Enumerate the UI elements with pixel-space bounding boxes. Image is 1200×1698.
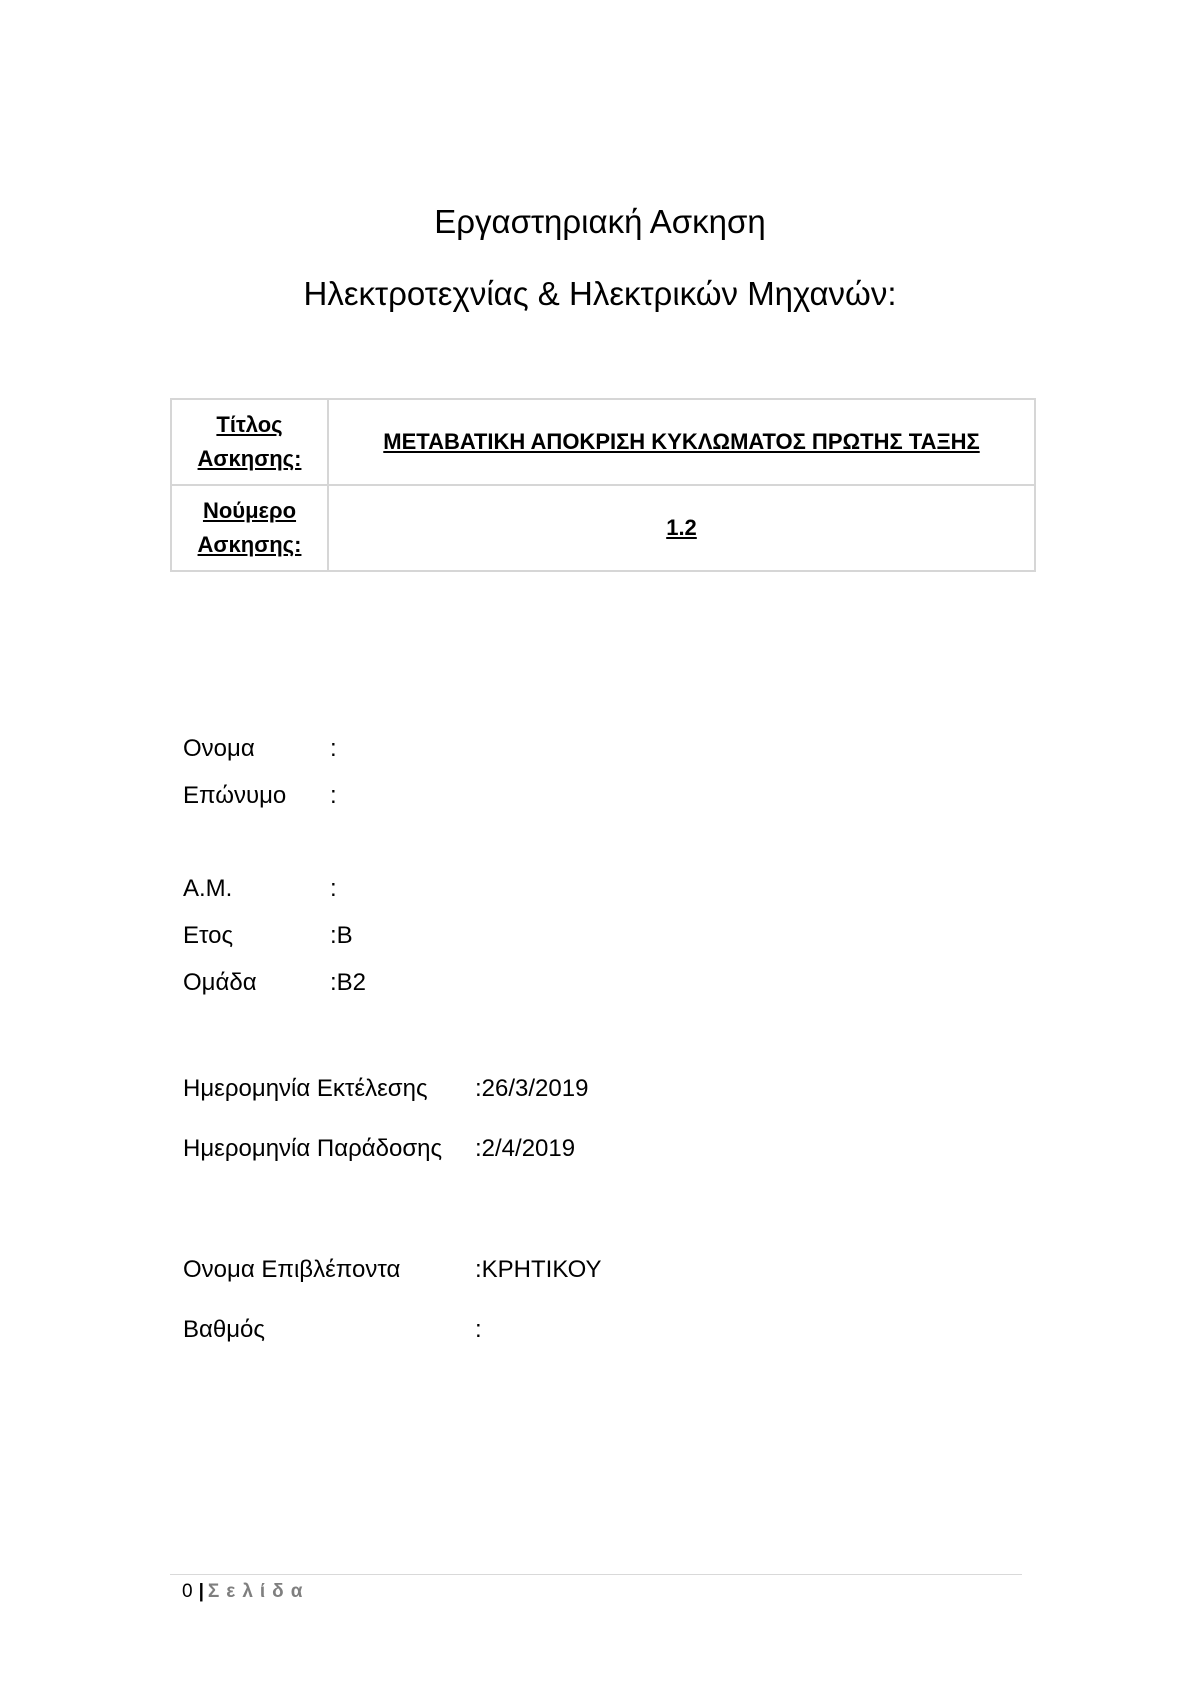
execution-date-label: Ημερομηνία Εκτέλεσης [183, 1075, 428, 1102]
year-label: Ετος [183, 922, 234, 949]
am-label: Α.Μ. [183, 875, 233, 902]
footer-divider [170, 1574, 1022, 1575]
table-row [171, 399, 1035, 485]
exercise-number-value: 1.2 [328, 485, 1035, 571]
exercise-info-table [170, 398, 1036, 572]
name-label: Ονομα [183, 735, 255, 762]
page-footer [182, 1580, 309, 1604]
page-word: Σελίδα [207, 1581, 310, 1602]
surname-value: : [330, 782, 337, 809]
exercise-title-label: Τίτλος Ασκησης: [171, 399, 328, 485]
delivery-date-label: Ημερομηνία Παράδοσης [183, 1135, 443, 1162]
am-value: : [330, 875, 337, 902]
footer-separator: | [198, 1581, 204, 1602]
exercise-title-value: ΜΕΤΑΒΑΤΙΚΗ ΑΠΟΚΡΙΣΗ ΚΥΚΛΩΜΑΤΟΣ ΠΡΩΤΗΣ ΤΑΞΗΣ [328, 399, 1035, 485]
grade-value: : [475, 1316, 482, 1343]
surname-label: Επώνυμο [183, 782, 287, 809]
document-title-line-2: Ηλεκτροτεχνίας & Ηλεκτρικών Μηχανών: [303, 275, 897, 312]
execution-date-value: :26/3/2019 [475, 1075, 589, 1102]
grade-label: Βαθμός [183, 1316, 265, 1343]
group-label: Ομάδα [183, 969, 257, 996]
exercise-number-label: Νούμερο Ασκησης: [171, 485, 328, 571]
group-value: :Β2 [330, 969, 367, 996]
delivery-date-value: :2/4/2019 [475, 1135, 576, 1162]
supervisor-value: :ΚΡΗΤΙΚΟΥ [475, 1256, 602, 1283]
document-title-line-1: Εργαστηριακή Ασκηση [434, 203, 766, 240]
supervisor-label: Ονομα Επιβλέποντα [183, 1256, 401, 1283]
name-value: : [330, 735, 337, 762]
year-value: :Β [330, 922, 353, 949]
page-number: 0 [182, 1581, 193, 1602]
table-row [171, 485, 1035, 571]
